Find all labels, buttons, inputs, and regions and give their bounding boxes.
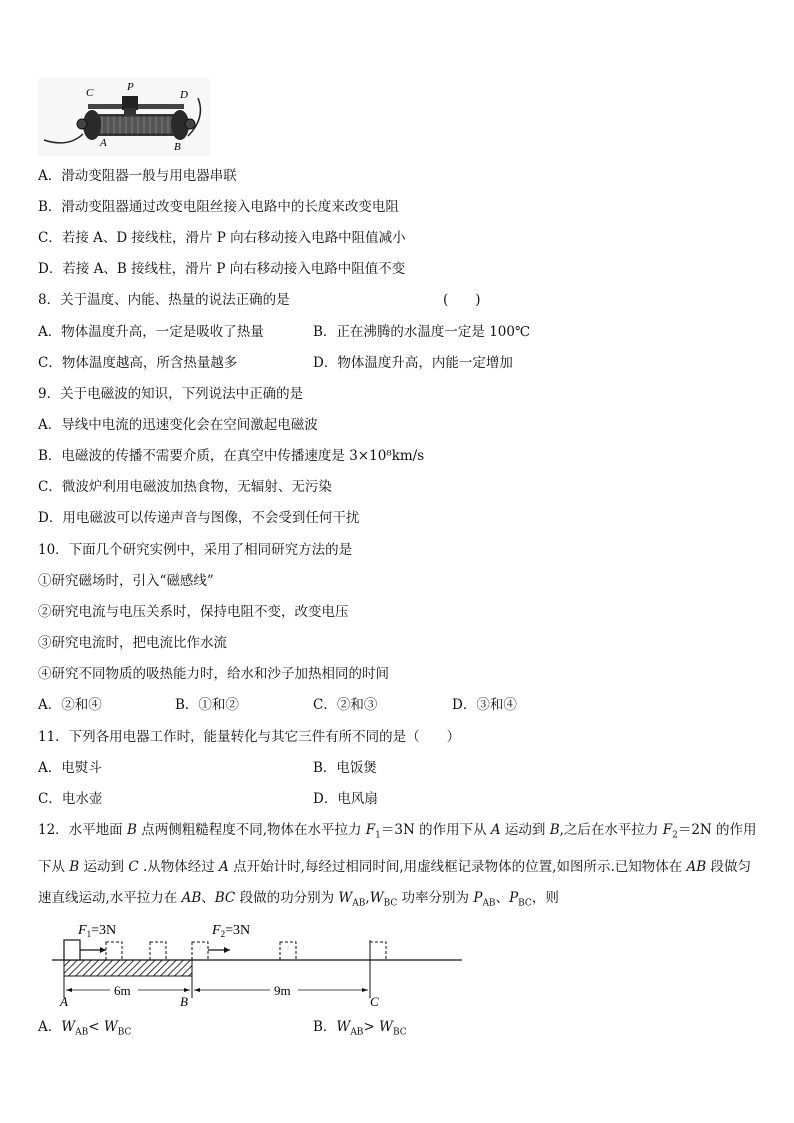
q9-option-b: B．电磁波的传播不需要介质，在真空中传播速度是 3×10⁸km/s bbox=[38, 448, 425, 464]
f2-label: $F_2=3N$ bbox=[212, 923, 251, 939]
f1-label: $F_1=3N$ bbox=[78, 923, 117, 939]
point-a: A bbox=[60, 994, 68, 1008]
point-b: B bbox=[180, 994, 188, 1008]
q8-option-c: C．物体温度越高，所含热量越多 bbox=[38, 355, 238, 371]
q12-option-b: B．$W_{AB}> W_{BC}$ bbox=[313, 1019, 407, 1038]
q11-option-a: A．电熨斗 bbox=[38, 760, 102, 776]
q7-option-d: D．若接 A、B 接线柱，滑片 P 向右移动接入电路中阻值不变 bbox=[38, 261, 406, 277]
q10-item-3: ③研究电流时，把电流比作水流 bbox=[38, 635, 227, 651]
q7-option-a: A．滑动变阻器一般与用电器串联 bbox=[38, 168, 237, 184]
rough-surface bbox=[64, 960, 192, 976]
dashed-positions bbox=[106, 942, 386, 960]
label-C: C bbox=[86, 87, 94, 99]
q8-stem: 8．关于温度、内能、热量的说法正确的是 bbox=[38, 292, 290, 308]
q11-option-c: C．电水壶 bbox=[38, 791, 103, 807]
q12-option-a: A．$W_{AB}< W_{BC}$ bbox=[38, 1019, 132, 1038]
ab-length: 6m bbox=[114, 983, 131, 998]
q10-option-a: A．②和④ bbox=[38, 697, 102, 713]
rheostat-figure bbox=[38, 78, 210, 156]
q8-answer-paren: ( ) bbox=[443, 292, 481, 308]
bc-length: 9m bbox=[274, 983, 291, 998]
q8-option-a: A．物体温度升高，一定是吸收了热量 bbox=[38, 324, 264, 340]
q10-stem: 10．下面几个研究实例中，采用了相同研究方法的是 bbox=[38, 542, 353, 558]
q9-option-c: C．微波炉利用电磁波加热食物，无辐射、无污染 bbox=[38, 479, 332, 495]
q7-option-c: C．若接 A、D 接线柱，滑片 P 向右移动接入电路中阻值减小 bbox=[38, 230, 406, 246]
q10-option-c: C．②和③ bbox=[313, 697, 378, 713]
q9-option-d: D．用电磁波可以传递声音与图像，不会受到任何干扰 bbox=[38, 510, 360, 526]
q11-option-d: D．电风扇 bbox=[313, 791, 378, 807]
q11-option-b: B．电饭煲 bbox=[313, 760, 377, 776]
q10-item-2: ②研究电流与电压关系时，保持电阻不变，改变电压 bbox=[38, 604, 349, 620]
q9-option-a: A．导线中电流的迅速变化会在空间激起电磁波 bbox=[38, 417, 318, 433]
q9-stem: 9．关于电磁波的知识，下列说法中正确的是 bbox=[38, 386, 304, 402]
point-c: C bbox=[370, 994, 379, 1008]
label-P: P bbox=[127, 81, 134, 93]
q11-stem: 11．下列各用电器工作时，能量转化与其它三件有所不同的是（ ） bbox=[38, 729, 461, 745]
block bbox=[64, 940, 80, 960]
q10-option-b: B．①和② bbox=[175, 697, 239, 713]
q8-option-d: D．物体温度升高，内能一定增加 bbox=[313, 355, 513, 371]
q10-item-1: ①研究磁场时，引入“磁感线” bbox=[38, 573, 214, 589]
label-D: D bbox=[180, 89, 188, 101]
q12-motion-figure bbox=[48, 918, 468, 1008]
q10-option-d: D．③和④ bbox=[452, 697, 517, 713]
label-B: B bbox=[174, 141, 181, 153]
q8-option-b: B．正在沸腾的水温度一定是 100℃ bbox=[313, 324, 531, 340]
label-A: A bbox=[100, 137, 107, 149]
q7-option-b: B．滑动变阻器通过改变电阻丝接入电路中的长度来改变电阻 bbox=[38, 199, 399, 215]
q10-item-4: ④研究不同物质的吸热能力时，给水和沙子加热相同的时间 bbox=[38, 666, 389, 682]
q12-stem: 12．水平地面 B 点两侧粗糙程度不同,物体在水平拉力 $F_1=3N$ 的作用下从 A 运动到 B,之后在水平拉力 $F_2=2N$ 的作用下从 B 运动到 C .从物体经过 A 点开始计时,每经过相同时间,用虚线框记录物体的位置,如图所示.已知物体在 AB 段做匀速直线运动,水平拉力在 AB、BC 段做的功分别为 $W_{AB},W_{BC}$ 功率分别为 $P_{AB}$、$P_{BC}$，则 bbox=[38, 822, 757, 909]
